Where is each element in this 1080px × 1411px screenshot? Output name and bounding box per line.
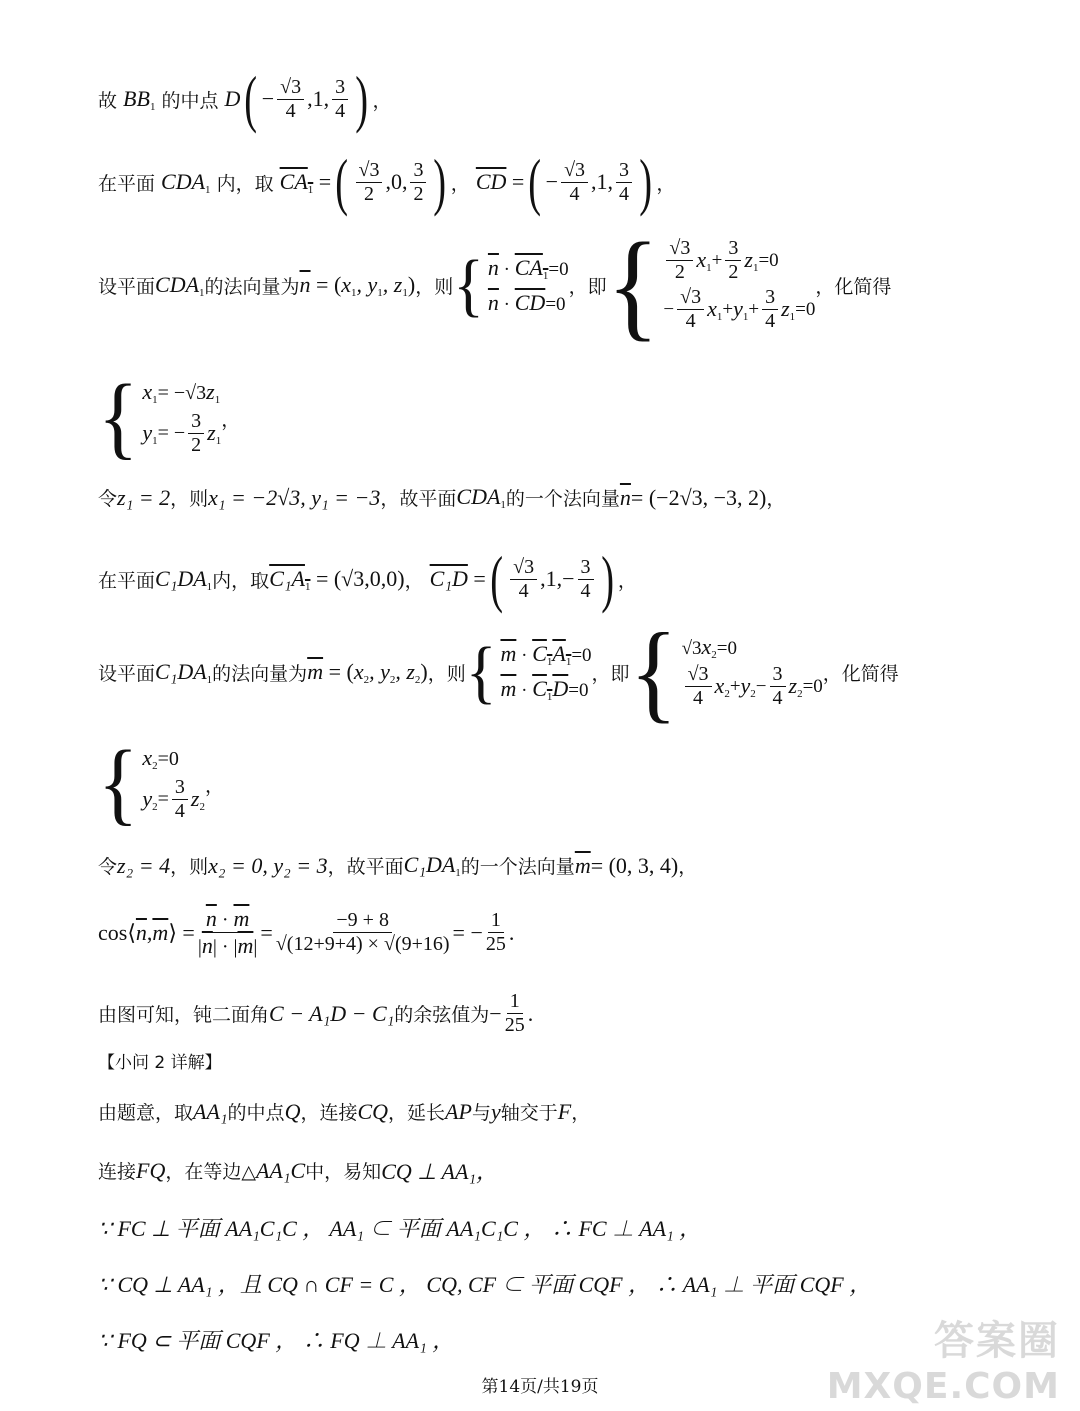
math-FQ: FQ [136,1157,166,1183]
math-statement: ∵ CQ ⊥ AA₁ ，且 CQ ∩ CF = C ， CQ, CF ⊂ 平面 CQF ， ∴ AA₁ ⊥ 平面 CQF ， [98,1272,872,1297]
line-conclusion-1: 由图可知，钝二面角 C − A₁D − C₁ 的余弦值为 − $\frac{1}{25}$ . [98,990,534,1036]
text: 的中点 [227,1102,285,1124]
watermark [827,1309,1060,1407]
text: ，连接 [300,1102,358,1124]
text: ，化简得 [815,275,892,298]
line-normal-m-system: 设平面 $C_1DA_1$ 的法向量为 $\overline{m}$ = ( $x_2$, $y_2$, $z_2$ ) ，则 { $\overline{m} \cdot C_1A_1=0$ $\overline{m} \cdot C_1D=0$ ，即 { $√3x_2=0$ $\frac{√3}{4}$ $x_2$ + $y_2$ − $\frac{3}{4}$ $z_2$ =0 ，化简得 [98,610,899,733]
math-x2y2: x₂ = 0, y₂ = 3 [208,852,328,878]
text: 的法向量为 [204,275,300,298]
text: 故 [98,89,124,112]
line-plane-C1DA1-vectors: 在平面 $C_1DA_1$ 内，取 $C_1A_1$ = (√3,0,0) ， C₁D = ( $\frac{√3}{4}$ ,1,− $\frac{3}{4}$ ) ， [98,543,637,614]
math-z2: z₂ = 4 [117,852,171,878]
line-q2-setup: 由题意，取 AA₁ 的中点 Q ，连接 CQ ，延长 AP 与 y 轴交于 F ， [98,1098,591,1124]
line-normal-m-result: 令 z₂ = 4 ，则 x₂ = 0, y₂ = 3 ，故平面 $C_1DA_1$ 的一个法向量 $\overline{m}$ = (0, 3, 4) ， [98,852,698,879]
text: 令 [98,856,118,878]
line-midpoint-D: 故 $BB_1$ 的中点 D ( − $\frac{√3}{4}$ ,1, $\frac{3}{4}$ ) ， [98,63,392,134]
math-CQ: CQ [357,1098,389,1124]
line-normal-n-system: 设平面 $CDA_1$ 的法向量为 $\overline{n}$ = ( $x_1$, $y_1$, $z_1$ ) ，则 { $\overline{n} \cdot CA_1=0$ $\overline{n} \cdot \overline{CD}=0$ ，即 { $\frac{√3}{2}$ $x_1$ + $\frac{3}{2}$ $z_1$ =0 − $\frac{√3}{4}$ $x_1$ + $y_1$ + $\frac{3}{4}$ $z_1$ =0 ，化简得 [98,217,892,353]
math-C1DA1: $C_1DA_1$ [155,658,213,686]
math-C1DA1: $C_1DA_1$ [403,852,461,879]
text: 连接 [98,1161,137,1183]
vector-C1A1: $C_1A_1$ [269,565,311,593]
line-normal-n-result: 令 z₁ = 2 ，则 x₁ = −2√3, y₁ = −3 ，故平面 $CDA_1$ 的一个法向量 $\overline{n}$ = (−2√3, −3, 2) ， [98,484,786,511]
paren-open: ( [244,63,258,134]
text: ，在等边△ [165,1161,256,1183]
text: ，即 [591,662,630,685]
line-simplified-1: { $x_1= -√3z_1$ $y_1$ = − $\frac{3}{2}$ $z_1$ ， [98,366,241,469]
text: ，则 [170,856,209,878]
vector-CA1: $CA_1$ [279,168,314,196]
text: 在平面 [98,569,156,592]
vector-n-value: = (−2√3, −3, 2) [630,484,767,510]
math-AA1C: AA₁C [255,1157,306,1183]
text: 设平面 [98,662,156,685]
text: 的中点 [155,89,225,112]
math-CDA1: $CDA_1$ [161,168,211,196]
frac: $\frac{1}{25}$ [485,909,506,955]
math-x1y1: x₁ = −2√3, y₁ = −3 [208,484,381,510]
text: ，则 [170,488,209,510]
text: ，延长 [388,1102,446,1124]
math-CDA1: $CDA_1$ [456,484,506,511]
line-q2-proof-3 [98,1324,454,1355]
text: 在平面 [98,172,162,195]
text: ，化简得 [822,662,899,685]
math-dihedral-angle: C − A₁D − C₁ [269,1000,395,1026]
vector-n: $\overline{n}$ [619,484,631,510]
page-footer: 第14页/共19页 [481,1377,599,1397]
text: 与 [471,1102,491,1124]
text: ，则 [427,662,466,685]
cos-label: $\cos⟨\overline{n},\overline{m}⟩$ = [98,919,195,945]
text: ，故平面 [380,488,457,510]
text: 由题意，取 [98,1102,194,1124]
vector-m: $\overline{m}$ [574,852,591,878]
line-plane-CDA1-vectors: 在平面 $CDA_1$ 内，取 $CA_1$ = ( $\frac{√3}{2}$ ,0, $\frac{3}{2}$ ) ， $\overline{CD}$ = ( − $\frac{√3}{4}$ ,1, $\frac{3}{4}$ ) ， [98,146,676,217]
frac: $\frac{√3}{4}$ [277,76,304,123]
frac: $\frac{-9 + 8}{√(12+9+4) \times √(9+16)}$ [275,909,450,955]
text: 由图可知，钝二面角 [98,1004,270,1026]
frac: $\frac{\overline{n} \cdot \overline{m}}{|\overline{n}| \cdot |\overline{m}|}$ [197,906,258,958]
math-z1: z₁ = 2 [117,484,171,510]
equation-system: { $x_1= -√3z_1$ $y_1$ = − $\frac{3}{2}$ $z_1$ [98,366,222,469]
math-statement: ∵ FQ ⊂ 平面 CQF ， ∴ FQ ⊥ AA₁ ， [98,1328,455,1353]
math-statement: CQ ⊥ AA₁， [381,1159,499,1184]
equation-system: { $\overline{n} \cdot CA_1=0$ $\overline{n} \cdot \overline{CD}=0$ [453,245,569,324]
text: 的法向量为 [212,662,308,685]
text: 令 [98,488,118,510]
line-q2-proof-1 [98,1212,701,1243]
equation-system: { $√3x_2=0$ $\frac{√3}{4}$ $x_2$ + $y_2$ − $\frac{3}{4}$ $z_2$ =0 [629,610,823,733]
vector-CD: $\overline{CD}$ [475,169,507,194]
math-F: F [557,1098,572,1124]
watermark-seal: 答案圈 [934,1318,1060,1364]
math-y-axis: y [490,1098,501,1124]
line-cosine: $\cos⟨\overline{n},\overline{m}⟩$ = $\frac{\overline{n} \cdot \overline{m}}{|\overline{n}| \cdot |\overline{m}|}$ = $\frac{-9 + 8}{√(12+9+4) \times √(9+16)}$ = − $\frac{1}{25}$ . [98,906,515,958]
math-AP: AP [445,1098,472,1124]
vector-m-value: = (0, 3, 4) [590,852,679,878]
vector-C1D: C₁D [429,566,468,591]
line-q2-equilateral [98,1155,498,1186]
line-q2-proof-2 [98,1268,871,1299]
vector-n: $\overline{n}$ [299,272,311,297]
text: 的余弦值为 [394,1004,490,1026]
vector-m: $\overline{m}$ [307,659,324,684]
math-AA1: AA₁ [193,1098,228,1124]
math-Q: Q [284,1098,301,1124]
equation-system: { $\overline{m} \cdot C_1A_1=0$ $\overline{m} \cdot C_1D=0$ [465,632,592,711]
text: 设平面 [98,275,156,298]
equation-system: { $\frac{√3}{2}$ $x_1$ + $\frac{3}{2}$ $z_1$ =0 − $\frac{√3}{4}$ $x_1$ + $y_1$ + $\frac{3}{4}$ $z_1$ =0 [606,217,816,353]
math-C1DA1: $C_1DA_1$ [155,565,213,593]
math-BB1: $BB_1$ [123,85,156,113]
math-CDA1: $CDA_1$ [155,271,205,299]
frac: $\frac{3}{4}$ [332,76,348,123]
text: ，故平面 [327,856,404,878]
paren-close: ) [355,63,369,134]
text: 中，易知 [305,1161,382,1183]
section-header-q2: 【小问 2 详解】 [98,1053,222,1073]
watermark-url: MXQE.COM [826,1366,1060,1407]
math-statement: ∵ FC ⊥ 平面 AA₁C₁C ， AA₁ ⊂ 平面 AA₁C₁C ， ∴ FC ⊥ AA₁ ， [98,1216,702,1241]
math-D: D [224,86,241,111]
text: 内，取 [212,569,270,592]
text: ，则 [415,275,454,298]
text: 轴交于 [500,1102,558,1124]
line-simplified-2: { $x_2=0$ $y_2$ = $\frac{3}{4}$ $z_2$ ， [98,732,224,835]
equation-system: { $x_2=0$ $y_2$ = $\frac{3}{4}$ $z_2$ [98,732,205,835]
text: 的一个法向量 [505,488,620,510]
text: 的一个法向量 [460,856,575,878]
text: ，即 [568,275,607,298]
